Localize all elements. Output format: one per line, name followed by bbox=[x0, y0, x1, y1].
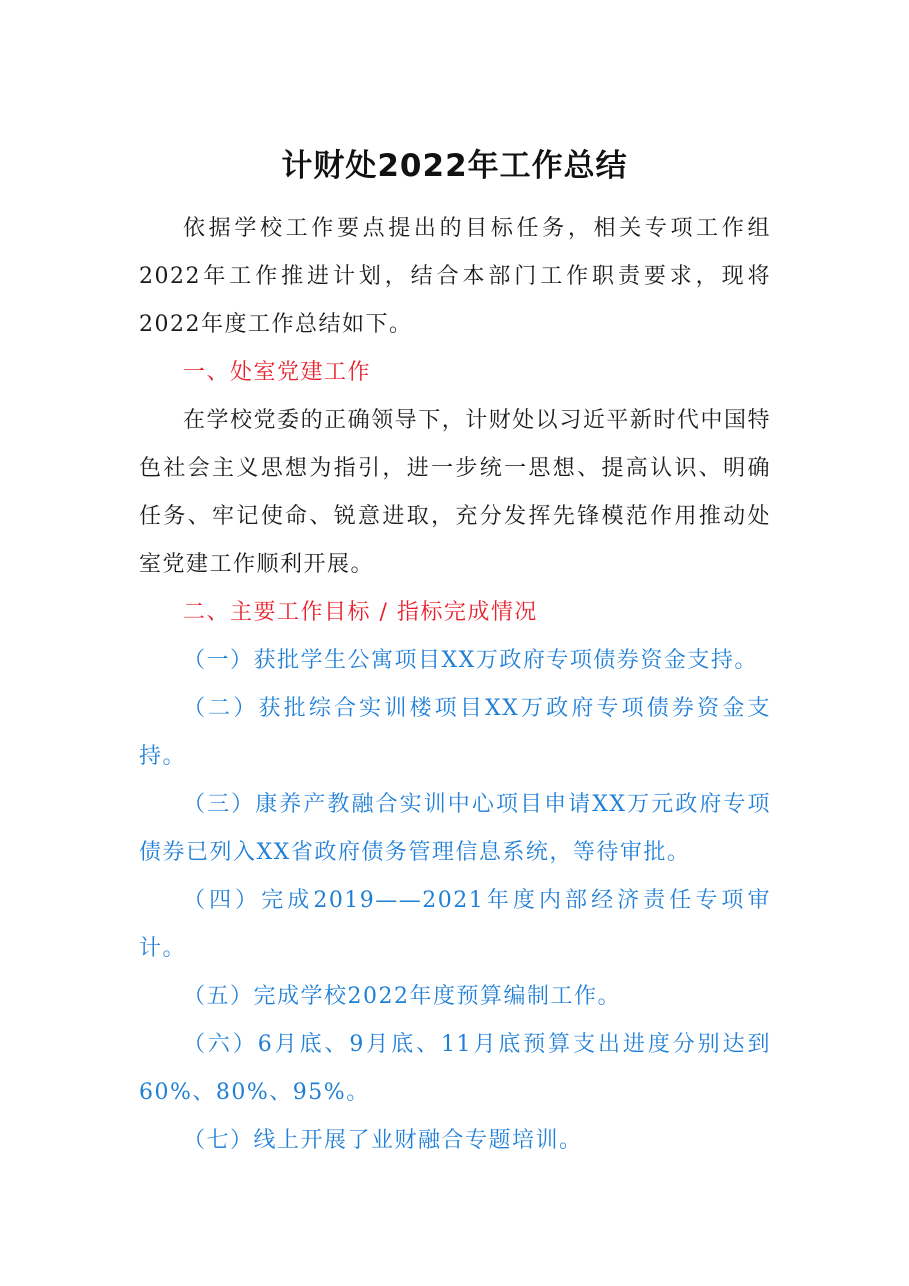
party-building-paragraph: 在学校党委的正确领导下，计财处以习近平新时代中国特色社会主义思想为指引，进一步统一思想、提高认识、明确任务、牢记使命、锐意进取，充分发挥先锋模范作用推动处室党建工作顺利开展。 bbox=[139, 408, 771, 577]
section-heading-work-targets: 二、主要工作目标 / 指标完成情况 bbox=[183, 600, 538, 625]
document-body bbox=[139, 205, 771, 1165]
work-item: （七）线上开展了业财融合专题培训。 bbox=[183, 1128, 583, 1153]
intro-paragraph: 依据学校工作要点提出的目标任务，相关专项工作组2022年工作推进计划，结合本部门工作职责要求，现将2022年度工作总结如下。 bbox=[139, 216, 771, 337]
work-item: （五）完成学校2022年度预算编制工作。 bbox=[183, 984, 621, 1009]
work-item: （四）完成2019——2021年度内部经济责任专项审计。 bbox=[139, 888, 771, 961]
work-item: （六）6月底、9月底、11月底预算支出进度分别达到60%、80%、95%。 bbox=[139, 1032, 771, 1105]
work-item: （三）康养产教融合实训中心项目申请XX万元政府专项债券已列入XX省政府债务管理信息系统，等待审批。 bbox=[139, 792, 771, 865]
work-item: （一）获批学生公寓项目XX万政府专项债券资金支持。 bbox=[183, 648, 758, 673]
section-heading-party-building: 一、处室党建工作 bbox=[183, 360, 372, 385]
work-item: （二）获批综合实训楼项目XX万政府专项债券资金支持。 bbox=[139, 696, 771, 769]
document-title: 计财处2022年工作总结 bbox=[281, 148, 628, 184]
